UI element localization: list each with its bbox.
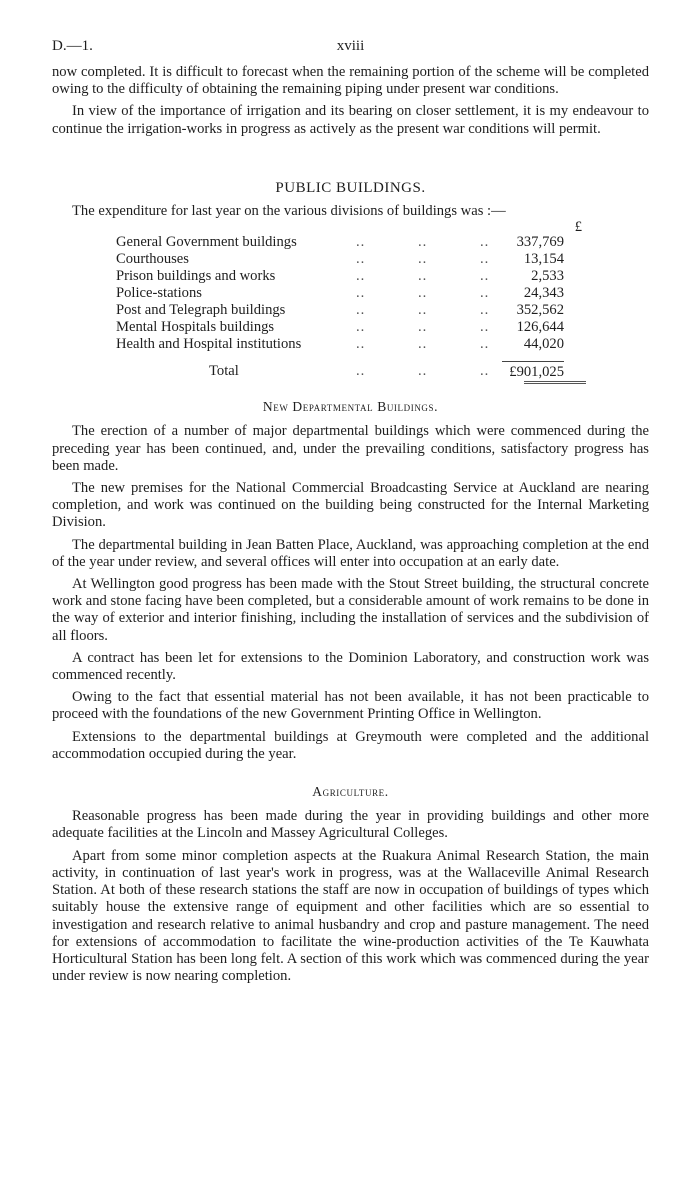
agriculture-heading: Agriculture. [312, 784, 389, 800]
row-label: General Government buildings [116, 234, 297, 251]
leader-dots: .. [356, 268, 366, 285]
leader-dots: .. [418, 302, 428, 319]
table-row [116, 319, 586, 336]
page-header [52, 38, 649, 58]
expenditure-table [116, 234, 586, 384]
leader-dots: .. [418, 251, 428, 268]
leader-dots: .. [418, 363, 428, 380]
leader-dots: .. [480, 319, 490, 336]
total-row [116, 361, 586, 381]
row-label: Prison buildings and works [116, 268, 276, 285]
total-label: Total [209, 363, 239, 380]
leader-dots: .. [480, 363, 490, 380]
table-row [116, 268, 586, 285]
leader-dots: .. [480, 302, 490, 319]
expenditure-intro: The expenditure for last year on the various divisions of buildings was :— [72, 203, 506, 220]
leader-dots: .. [480, 336, 490, 353]
new-departmental-buildings-heading: New Departmental Buildings. [262, 399, 439, 415]
table-row [116, 336, 586, 353]
row-amount: 13,154 [523, 251, 564, 268]
row-label: Police-stations [116, 285, 202, 302]
leader-dots: .. [480, 251, 490, 268]
intro-paragraph-1: now completed. It is difficult to forecast when the remaining portion of the scheme will be completed owing to the difficulty of obtaining the remaining piping under present war conditions. [52, 64, 649, 98]
row-amount: 2,533 [531, 268, 564, 285]
leader-dots: .. [356, 336, 366, 353]
row-amount: 352,562 [516, 302, 564, 319]
paragraph: Extensions to the departmental buildings at Greymouth were completed and the additional accommodation occupied during the year. [52, 728, 649, 762]
paragraph: Apart from some minor completion aspects at the Ruakura Animal Research Station, the main activity, in continuation of last year's work in progress, was at the Wallaceville Animal Research Station. At both of these research stations the staff are now in occupation of buildings of types which suitably house the extensive range of equipment and other facilities which are so essential to investigation and research relative to animal husbandry and crop and pasture management. The need for extensions of accommodation to facilitate the wine-production activities of the Te Kauwhata Horticultural Station has been long felt. A section of this work which was commenced during the year under review is now nearing completion. [52, 847, 649, 985]
public-buildings-heading: PUBLIC BUILDINGS. [275, 179, 426, 196]
paragraph: The erection of a number of major departmental buildings which were commenced during the preceding year has been continued, and, under the prevailing conditions, satisfactory progress has been made. [52, 423, 649, 474]
paragraph: A contract has been let for extensions to the Dominion Laboratory, and construction work was commenced recently. [52, 649, 649, 684]
leader-dots: .. [356, 234, 366, 251]
total-amount: £901,025 [502, 361, 564, 381]
leader-dots: .. [480, 234, 490, 251]
row-amount: 24,343 [523, 285, 564, 302]
leader-dots: .. [418, 268, 428, 285]
paragraph: The new premises for the National Commercial Broadcasting Service at Auckland are nearing completion, and work was continued on the building being constructed for the Internal Marketing Division. [52, 480, 649, 531]
document-reference: D.—1. [52, 38, 93, 54]
row-amount: 337,769 [516, 234, 564, 251]
row-amount: 44,020 [523, 336, 564, 353]
leader-dots: .. [480, 268, 490, 285]
currency-symbol: £ [574, 219, 582, 236]
leader-dots: .. [356, 285, 366, 302]
leader-dots: .. [418, 234, 428, 251]
page-number: xviii [336, 38, 365, 54]
leader-dots: .. [418, 285, 428, 302]
currency-header [116, 220, 586, 234]
leader-dots: .. [356, 319, 366, 336]
table-row [116, 285, 586, 302]
table-row [116, 302, 586, 319]
table-row [116, 251, 586, 268]
leader-dots: .. [480, 285, 490, 302]
paragraph: The departmental building in Jean Batten Place, Auckland, was approaching completion at the end of the year under review, and several offices will enter into occupation at an early date. [52, 536, 649, 570]
intro-paragraph-2: In view of the importance of irrigation and its bearing on closer settlement, it is my endeavour to continue the irrigation-works in progress as actively as the present war conditions will permit. [52, 103, 649, 137]
paragraph: Reasonable progress has been made during the year in providing buildings and other more adequate facilities at the Lincoln and Massey Agricultural Colleges. [52, 808, 649, 842]
row-amount: 126,644 [516, 319, 564, 336]
paragraph: At Wellington good progress has been made with the Stout Street building, the structural concrete work and stone facing have been completed, but a considerable amount of work remains to be done in the way of exterior and interior finishing, including the installation of services and the subdivision of all floors. [52, 576, 649, 644]
leader-dots: .. [418, 336, 428, 353]
leader-dots: .. [356, 363, 366, 380]
paragraph: Owing to the fact that essential material has not been available, it has not been practicable to proceed with the foundations of the new Government Printing Office in Wellington. [52, 689, 649, 723]
leader-dots: .. [356, 302, 366, 319]
document-page [52, 38, 649, 990]
table-row [116, 234, 586, 251]
row-label: Post and Telegraph buildings [116, 302, 286, 319]
row-label: Courthouses [116, 251, 189, 268]
row-label: Health and Hospital institutions [116, 336, 302, 353]
leader-dots: .. [356, 251, 366, 268]
row-label: Mental Hospitals buildings [116, 319, 275, 336]
leader-dots: .. [418, 319, 428, 336]
